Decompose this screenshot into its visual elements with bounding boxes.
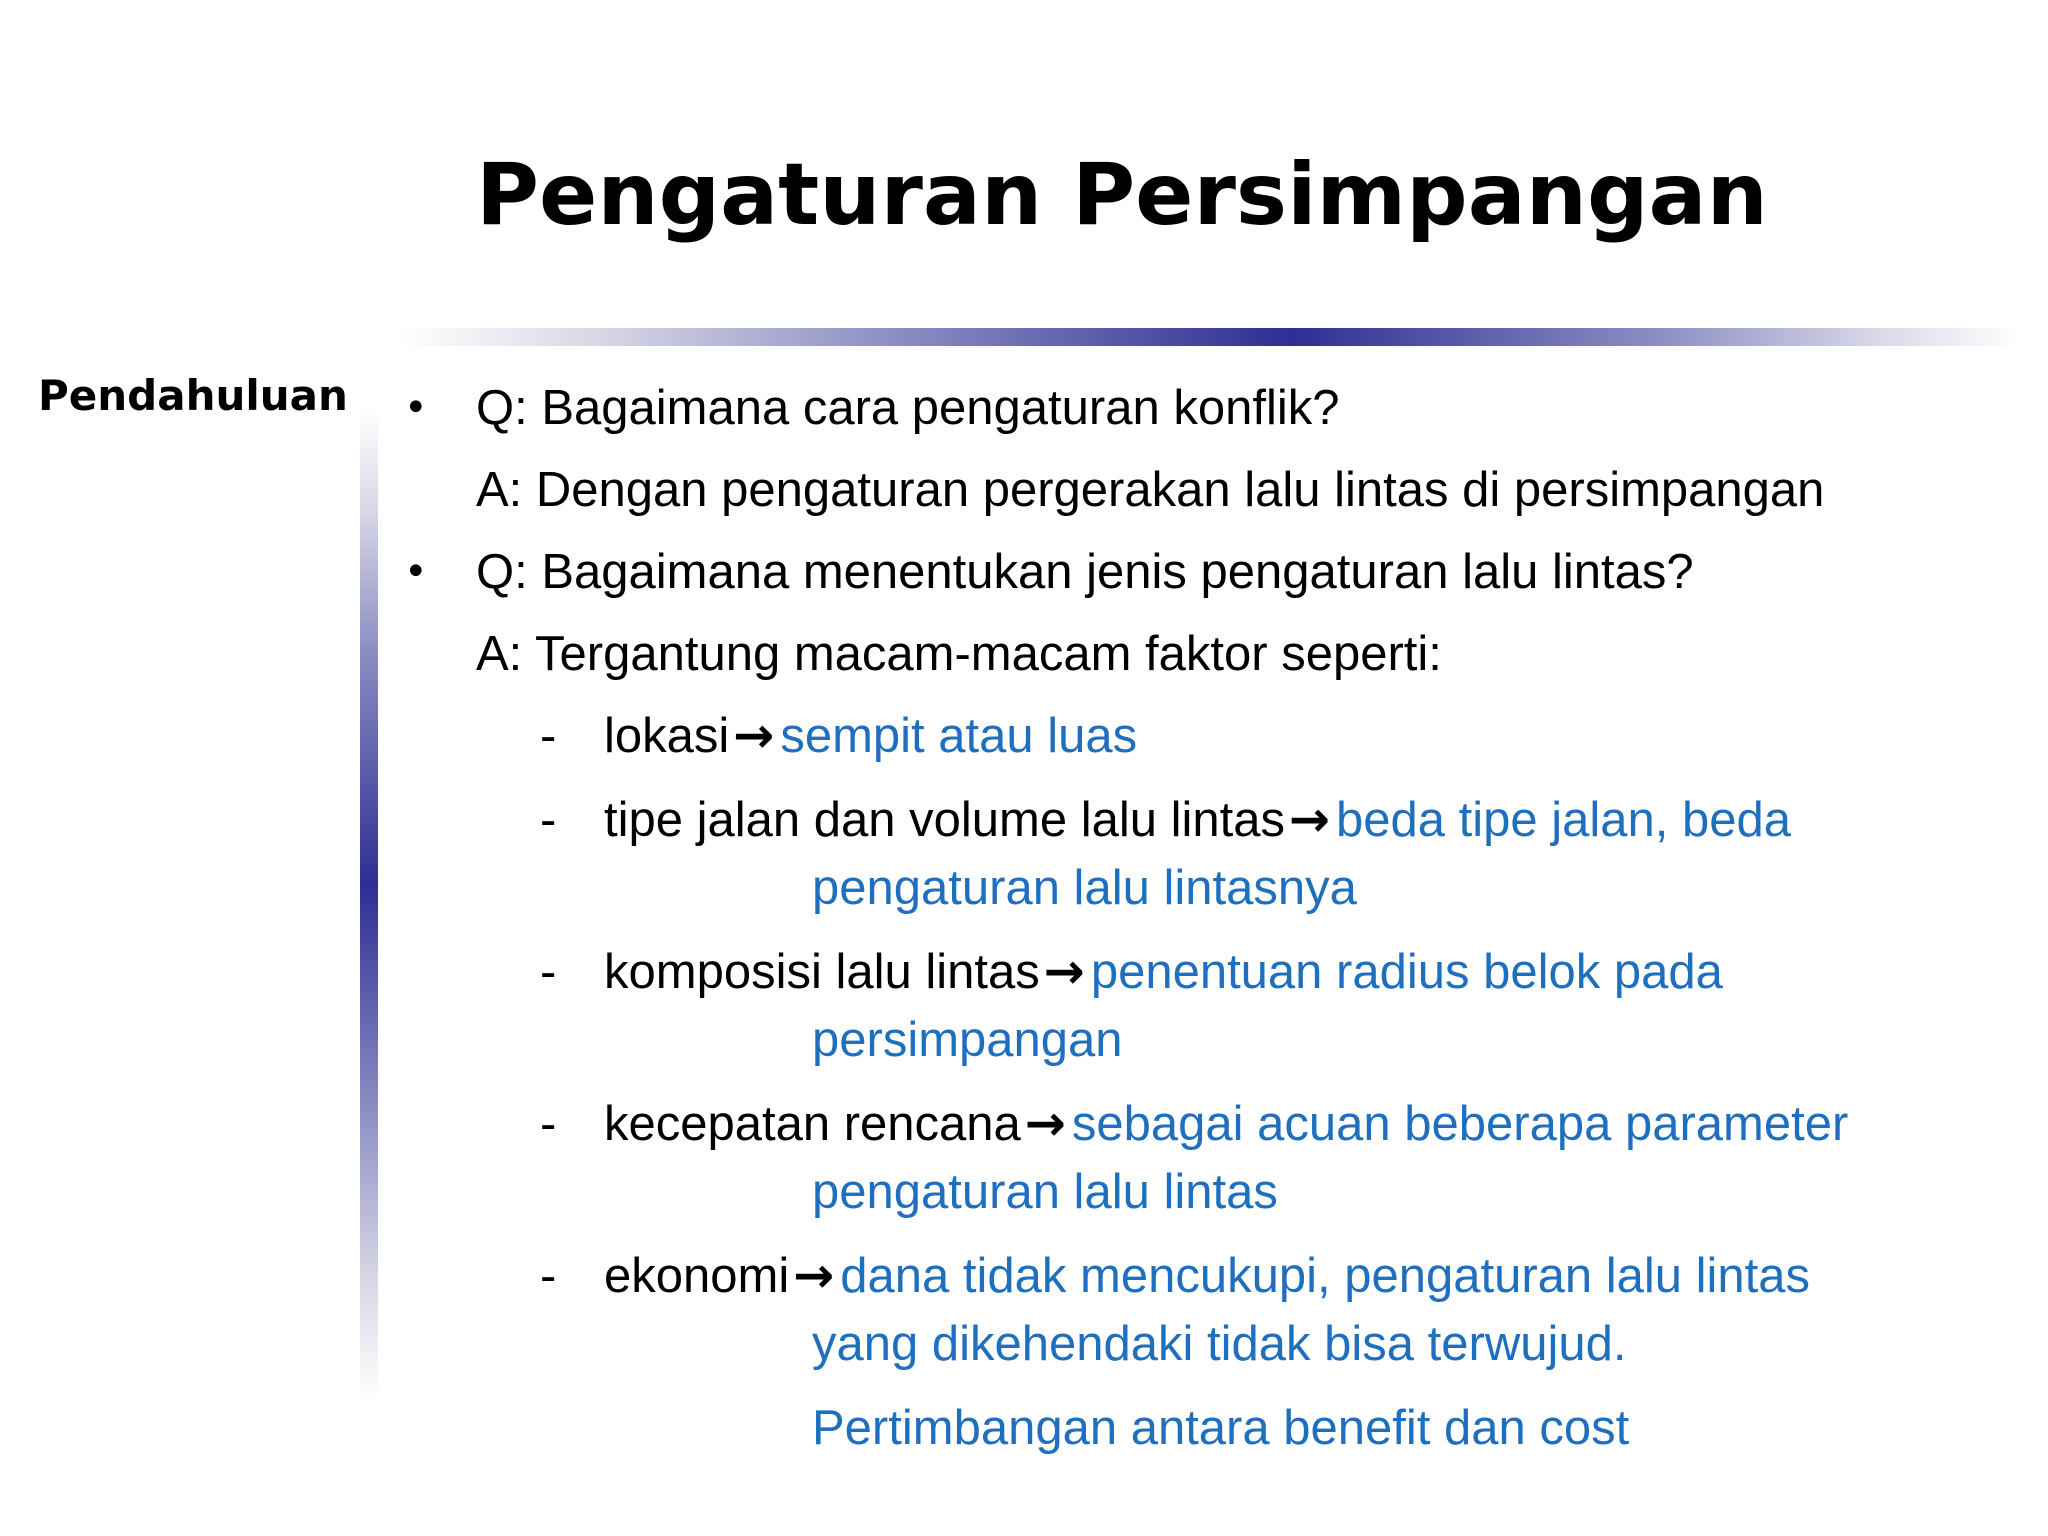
factor-explanation-continued: pengaturan lalu lintasnya (812, 861, 1357, 915)
factor-explanation-continued: persimpangan (812, 1013, 1123, 1067)
factor-term: ekonomi (604, 1249, 790, 1303)
factor-term: komposisi lalu lintas (604, 945, 1040, 999)
bullet-icon: • (404, 549, 428, 595)
factor-explanation-continued: yang dikehendaki tidak bisa terwujud. (812, 1317, 1627, 1371)
factor-term: kecepatan rencana (604, 1097, 1021, 1151)
question-1: Q: Bagaimana cara pengaturan konflik? (476, 381, 1340, 435)
factor-explanation: sempit atau luas (780, 709, 1138, 763)
dash-bullet: - (540, 793, 557, 847)
factor-item (604, 706, 1137, 766)
arrow-right-icon: → (1288, 791, 1331, 848)
answer-1: A: Dengan pengaturan pergerakan lalu lintas di persimpangan (476, 463, 1825, 517)
factor-term: lokasi (604, 709, 730, 763)
arrow-right-icon: → (1043, 943, 1085, 1000)
question-2: Q: Bagaimana menentukan jenis pengaturan lalu lintas? (476, 545, 1694, 599)
section-label: Pendahuluan (38, 371, 348, 420)
factor-term: tipe jalan dan volume lalu lintas (604, 793, 1285, 847)
factor-item (604, 1246, 1810, 1306)
arrow-right-icon: → (1024, 1095, 1066, 1152)
factor-item (604, 942, 1723, 1002)
closing-note: Pertimbangan antara benefit dan cost (812, 1401, 1630, 1455)
slide-title: Pengaturan Persimpangan (476, 145, 1768, 245)
dash-bullet: - (540, 1097, 557, 1151)
factor-explanation: beda tipe jalan, beda (1336, 793, 1792, 847)
factor-explanation: dana tidak mencukupi, pengaturan lalu lintas (840, 1249, 1811, 1303)
dash-bullet: - (540, 1249, 557, 1303)
factor-explanation: sebagai acuan beberapa parameter (1071, 1097, 1849, 1151)
factor-item (604, 790, 1791, 850)
dash-bullet: - (540, 709, 557, 763)
answer-2: A: Tergantung macam-macam faktor seperti: (476, 627, 1442, 681)
arrow-right-icon: → (733, 707, 775, 764)
dash-bullet: - (540, 945, 557, 999)
factor-item (604, 1094, 1848, 1154)
factor-explanation: penentuan radius belok pada (1090, 945, 1723, 999)
bullet-icon: • (404, 385, 428, 431)
arrow-right-icon: → (793, 1247, 835, 1304)
factor-explanation-continued: pengaturan lalu lintas (812, 1165, 1278, 1219)
